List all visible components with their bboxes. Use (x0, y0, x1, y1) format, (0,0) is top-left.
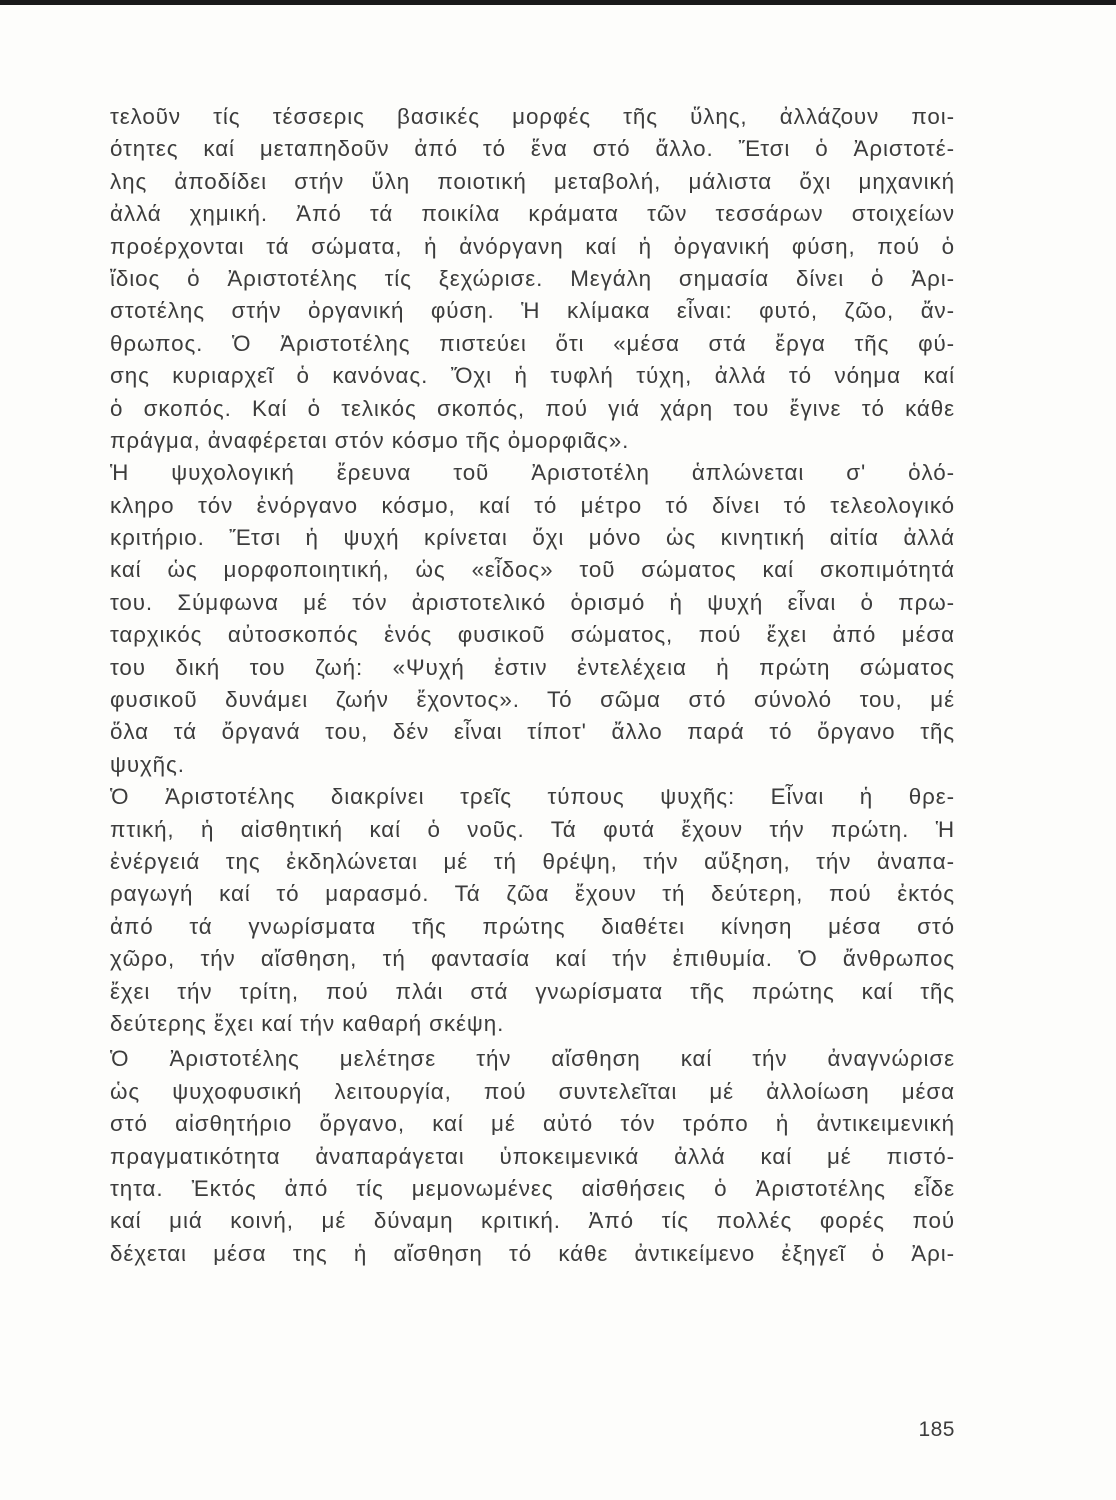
text-line: κριτήριο. Ἔτσι ἡ ψυχή κρίνεται ὄχι μόνο ὡς κινητική αἰτία ἀλλά (110, 525, 955, 551)
text-line: δέχεται μέσα της ἡ αἴσθηση τό κάθε ἀντικείμενο ἐξηγεῖ ὁ Ἀρι- (110, 1240, 955, 1266)
text-line: Ὁ Ἀριστοτέλης διακρίνει τρεῖς τύπους ψυχῆς: Εἶναι ἡ θρε- (110, 784, 955, 810)
text-line: σης κυριαρχεῖ ὁ κανόνας. Ὄχι ἡ τυφλή τύχη, ἀλλά τό νόημα καί (110, 363, 955, 389)
text-line: ἐνέργειά της ἐκδηλώνεται μέ τή θρέψη, τήν αὔξηση, τήν ἀναπα- (110, 848, 955, 874)
text-line: ἴδιος ὁ Ἀριστοτέλης τίς ξεχώρισε. Μεγάλη σημασία δίνει ὁ Ἀρι- (110, 265, 955, 291)
text-line: τητα. Ἐκτός ἀπό τίς μεμονωμένες αἰσθήσεις ὁ Ἀριστοτέλης εἶδε (110, 1175, 955, 1201)
text-line: ὁ σκοπός. Καί ὁ τελικός σκοπός, πού γιά χάρη του ἔγινε τό κάθε (110, 395, 955, 421)
text-line: πράγμα, ἀναφέρεται στόν κόσμο τῆς ὀμορφιᾶς». (110, 427, 630, 453)
text-line: κληρο τόν ἐνόργανο κόσμο, καί τό μέτρο τό δίνει τό τελεολογικό (110, 492, 955, 518)
text-line: ὡς ψυχοφυσική λειτουργία, πού συντελεῖται μέ ἀλλοίωση μέσα (110, 1078, 955, 1104)
text-line: ἔχει τήν τρίτη, πού πλάι στά γνωρίσματα τῆς πρώτης καί τῆς (110, 978, 955, 1004)
text-line: δεύτερης ἔχει καί τήν καθαρή σκέψη. (110, 1010, 505, 1036)
text-line: πραγματικότητα ἀναπαράγεται ὑποκειμενικά ἀλλά καί μέ πιστό- (110, 1143, 955, 1169)
text-line: ραγωγή καί τό μαρασμό. Τά ζῶα ἔχουν τή δεύτερη, πού ἐκτός (110, 881, 955, 907)
text-line: ὅλα τά ὄργανά του, δέν εἶναι τίποτ' ἄλλο παρά τό ὄργανο τῆς (110, 719, 955, 745)
text-line: ἀλλά χημική. Ἀπό τά ποικίλα κράματα τῶν τεσσάρων στοιχείων (110, 201, 955, 227)
text-line: φυσικοῦ δυνάμει ζωήν ἔχοντος». Τό σῶμα στό σύνολό του, μέ (110, 687, 955, 713)
text-line: λης ἀποδίδει στήν ὕλη ποιοτική μεταβολή, μάλιστα ὄχι μηχανική (110, 168, 955, 194)
text-line: στό αἰσθητήριο ὄργανο, καί μέ αὐτό τόν τρόπο ἡ ἀντικειμενική (110, 1111, 955, 1137)
text-line: πτική, ἡ αἰσθητική καί ὁ νοῦς. Τά φυτά ἔχουν τήν πρώτη. Ἡ (110, 816, 955, 842)
text-line: θρωπος. Ὁ Ἀριστοτέλης πιστεύει ὅτι «μέσα στά ἔργα τῆς φύ- (110, 330, 955, 356)
text-line: του. Σύμφωνα μέ τόν ἀριστοτελικό ὁρισμό ἡ ψυχή εἶναι ὁ πρω- (110, 589, 955, 615)
text-line: καί ὡς μορφοποιητική, ὡς «εἶδος» τοῦ σώματος καί σκοπιμότητά (110, 557, 955, 583)
text-line: ότητες καί μεταπηδοῦν ἀπό τό ἕνα στό ἄλλο. Ἔτσι ὁ Ἀριστοτέ- (110, 136, 955, 162)
text-line: χῶρο, τήν αἴσθηση, τή φαντασία καί τήν ἐπιθυμία. Ὁ ἄνθρωπος (110, 946, 955, 972)
text-line: ταρχικός αὐτοσκοπός ἑνός φυσικοῦ σώματος, πού ἔχει ἀπό μέσα (110, 622, 955, 648)
scan-top-border (0, 0, 1116, 5)
text-line: του δική του ζωή: «Ψυχή ἐστιν ἐντελέχεια ἡ πρώτη σώματος (110, 654, 955, 680)
text-line: ψυχῆς. (110, 751, 185, 777)
body-text (110, 101, 955, 1270)
text-line: στοτέλης στήν ὀργανική φύση. Ἡ κλίμακα εἶναι: φυτό, ζῶο, ἄν- (110, 298, 955, 324)
text-line: προέρχονται τά σώματα, ἡ ἀνόργανη καί ἡ ὀργανική φύση, πού ὁ (110, 233, 955, 259)
text-line: Ἡ ψυχολογική ἔρευνα τοῦ Ἀριστοτέλη ἁπλώνεται σ' ὁλό- (110, 460, 955, 486)
text-line: τελοῦν τίς τέσσερις βασικές μορφές τῆς ὕλης, ἀλλάζουν ποι- (110, 104, 955, 129)
text-line: καί μιά κοινή, μέ δύναμη κριτική. Ἀπό τίς πολλές φορές πού (110, 1208, 955, 1234)
text-line: ἀπό τά γνωρίσματα τῆς πρώτης διαθέτει κίνηση μέσα στό (110, 913, 955, 939)
text-line: Ὁ Ἀριστοτέλης μελέτησε τήν αἴσθηση καί τήν ἀναγνώρισε (110, 1046, 955, 1072)
page-number: 185 (918, 1418, 955, 1441)
